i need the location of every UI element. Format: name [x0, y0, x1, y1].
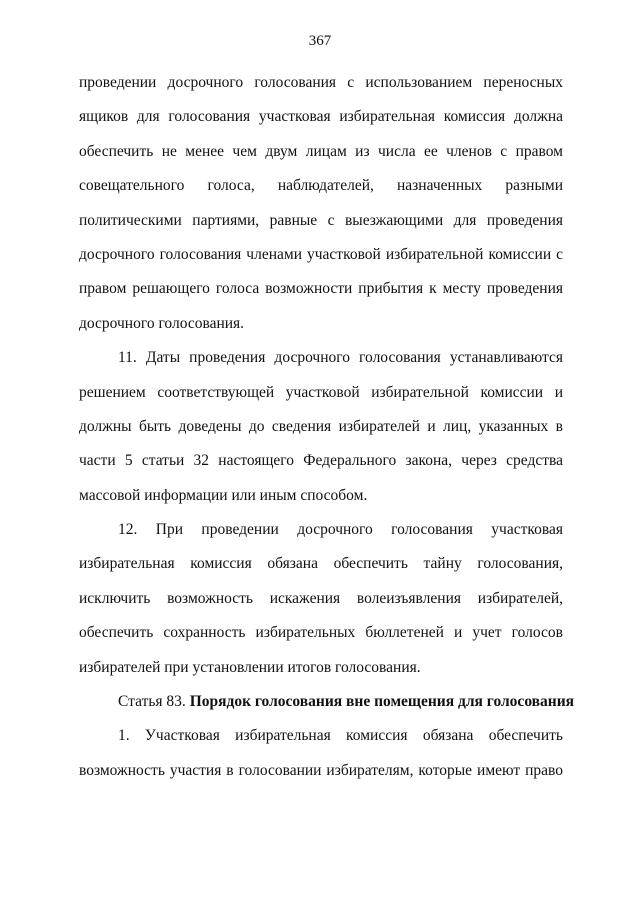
text-line: досрочного голосования членами участковой избирательной комиссии с — [79, 245, 563, 263]
text-line: избирателей при установлении итогов голосования. — [79, 658, 421, 676]
text-line: массовой информации или иным способом. — [79, 486, 368, 504]
text-line: избирательная комиссия обязана обеспечить тайну голосования, — [79, 555, 563, 573]
text-line: исключить возможность искажения волеизъявления избирателей, — [79, 589, 563, 607]
text-line: обеспечить не менее чем двум лицам из числа ее членов с правом — [79, 142, 563, 160]
text-line: ящиков для голосования участковая избирательная комиссия должна — [79, 108, 563, 126]
text-line: части 5 статьи 32 настоящего Федерального закона, через средства — [79, 452, 563, 470]
text-line: политическими партиями, равные с выезжающими для проведения — [79, 211, 563, 229]
text-line: правом решающего голоса возможности прибытия к месту проведения — [79, 280, 563, 298]
article-title: Порядок голосования вне помещения для голосования — [189, 693, 575, 711]
text-line: совещательного голоса, наблюдателей, назначенных разными — [79, 177, 563, 195]
text-line: 12. При проведении досрочного голосования участковая — [118, 521, 563, 539]
text-line: решением соответствующей участковой избирательной комиссии и — [79, 383, 563, 401]
text-line: досрочного голосования. — [79, 314, 245, 332]
text-line: 1. Участковая избирательная комиссия обязана обеспечить — [118, 727, 563, 745]
text-line: должны быть доведены до сведения избирателей и лиц, указанных в — [79, 417, 563, 435]
page-number: 367 — [308, 33, 332, 49]
text-line: возможность участия в голосовании избирателям, которые имеют право — [79, 761, 563, 779]
body-text — [79, 66, 575, 788]
article-heading — [79, 685, 575, 719]
text-line: проведении досрочного голосования с использованием переносных — [79, 74, 563, 91]
text-line: 11. Даты проведения досрочного голосования устанавливаются — [118, 349, 563, 367]
article-number: Статья 83. — [118, 693, 190, 711]
text-line: обеспечить сохранность избирательных бюллетеней и учет голосов — [79, 624, 563, 642]
